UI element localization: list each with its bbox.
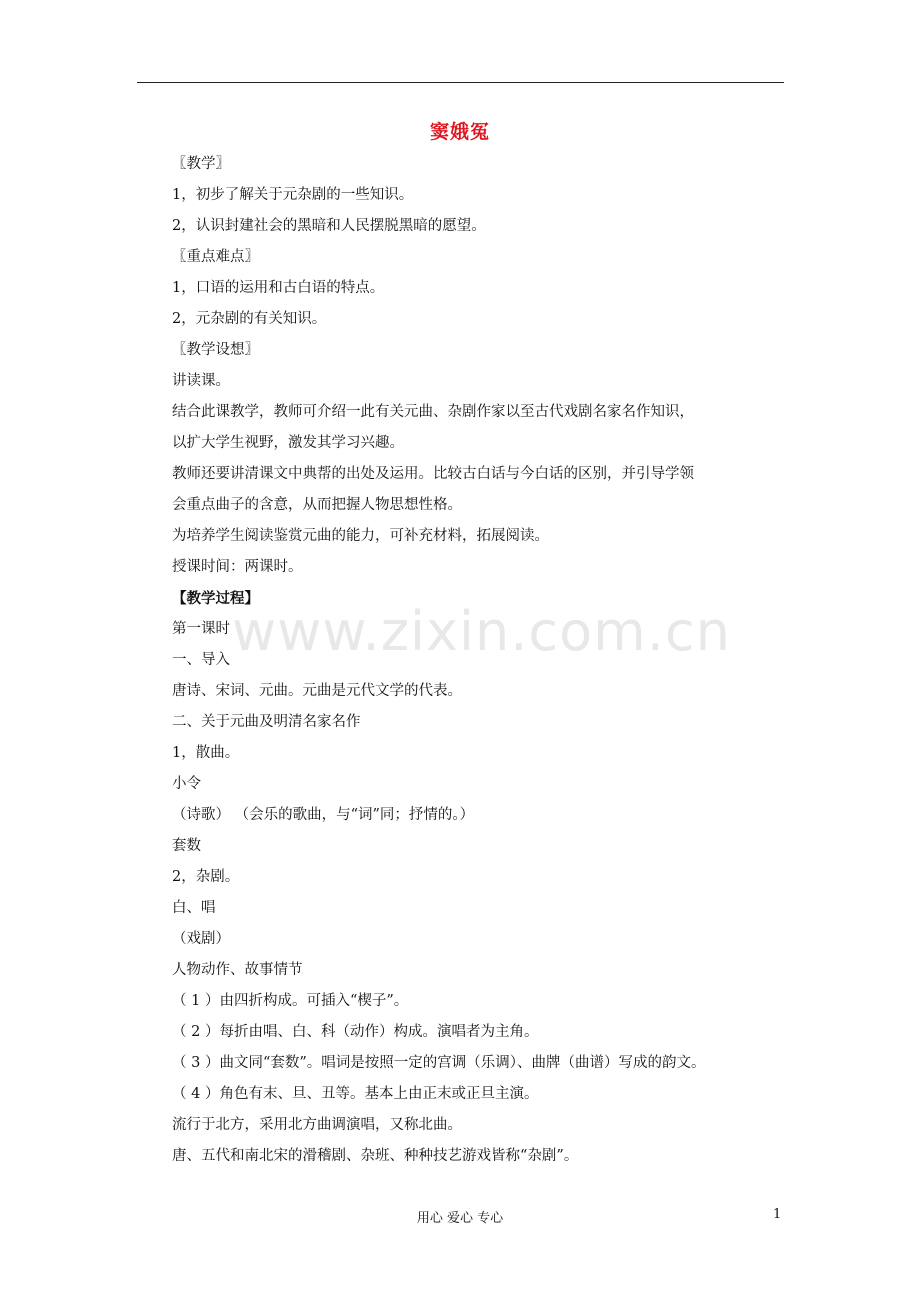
body-line: （ 3 ）曲文同“套数”。唱词是按照一定的宫调（乐调）、曲牌（曲谱）写成的韵文。 bbox=[172, 1055, 706, 1071]
body-line: 教师还要讲清课文中典帮的出处及运用。比较古白话与今白话的区别，并引导学领 bbox=[172, 466, 694, 482]
body-line: 2，杂剧。 bbox=[172, 869, 240, 885]
body-line: 套数 bbox=[172, 838, 201, 854]
watermark: www.zixin.com.cn bbox=[232, 600, 731, 663]
section-heading: 〖教学〗 bbox=[172, 156, 230, 172]
body-line: 授课时间：两课时。 bbox=[172, 559, 303, 575]
body-line: 流行于北方，采用北方曲调演唱，又称北曲。 bbox=[172, 1117, 462, 1133]
document-title: 窦娥冤 bbox=[429, 121, 490, 143]
body-line: 讲读课。 bbox=[172, 373, 230, 389]
body-line: 二、关于元曲及明清名家名作 bbox=[172, 714, 361, 730]
header-rule bbox=[137, 82, 784, 83]
body-line: 1，初步了解关于元杂剧的一些知识。 bbox=[172, 187, 414, 203]
body-line: （ 4 ）角色有末、旦、丑等。基本上由正末或正旦主演。 bbox=[172, 1086, 539, 1102]
body-line: 第一课时 bbox=[172, 621, 230, 637]
body-line: 白、唱 bbox=[172, 900, 216, 916]
body-line: 2，元杂剧的有关知识。 bbox=[172, 311, 327, 327]
body-line: 会重点曲子的含意，从而把握人物思想性格。 bbox=[172, 497, 462, 513]
body-line: 结合此课教学，教师可介绍一此有关元曲、杂剧作家以至古代戏剧名家名作知识， bbox=[172, 404, 694, 420]
body-line: 为培养学生阅读鉴赏元曲的能力，可补充材料，拓展阅读。 bbox=[172, 528, 549, 544]
page-number: 1 bbox=[773, 1207, 782, 1222]
body-line: （ 1 ）由四折构成。可插入“楔子”。 bbox=[172, 993, 409, 1009]
body-line: （戏剧） bbox=[172, 931, 230, 947]
document-body bbox=[172, 149, 792, 1172]
body-line: 人物动作、故事情节 bbox=[172, 962, 303, 978]
body-line: （ 2 ）每折由唱、白、科（动作）构成。演唱者为主角。 bbox=[172, 1024, 539, 1040]
section-heading: 〖重点难点〗 bbox=[172, 249, 259, 265]
body-line: 1，散曲。 bbox=[172, 745, 240, 761]
body-line: 一、导入 bbox=[172, 652, 230, 668]
body-line: 2，认识封建社会的黑暗和人民摆脱黑暗的愿望。 bbox=[172, 218, 486, 234]
section-heading: 〖教学设想〗 bbox=[172, 342, 259, 358]
section-heading: 【教学过程】 bbox=[172, 590, 259, 607]
body-line: （诗歌） （会乐的歌曲，与“词”同；抒情的。） bbox=[172, 807, 475, 823]
body-line: 小令 bbox=[172, 776, 201, 792]
body-line: 唐诗、宋词、元曲。元曲是元代文学的代表。 bbox=[172, 683, 462, 699]
body-line: 1，口语的运用和古白语的特点。 bbox=[172, 280, 385, 296]
body-line: 以扩大学生视野，激发其学习兴趣。 bbox=[172, 435, 404, 451]
body-line: 唐、五代和南北宋的滑稽剧、杂班、种种技艺游戏皆称“杂剧”。 bbox=[172, 1148, 579, 1164]
page-footer: 用心 爱心 专心 bbox=[416, 1211, 504, 1226]
